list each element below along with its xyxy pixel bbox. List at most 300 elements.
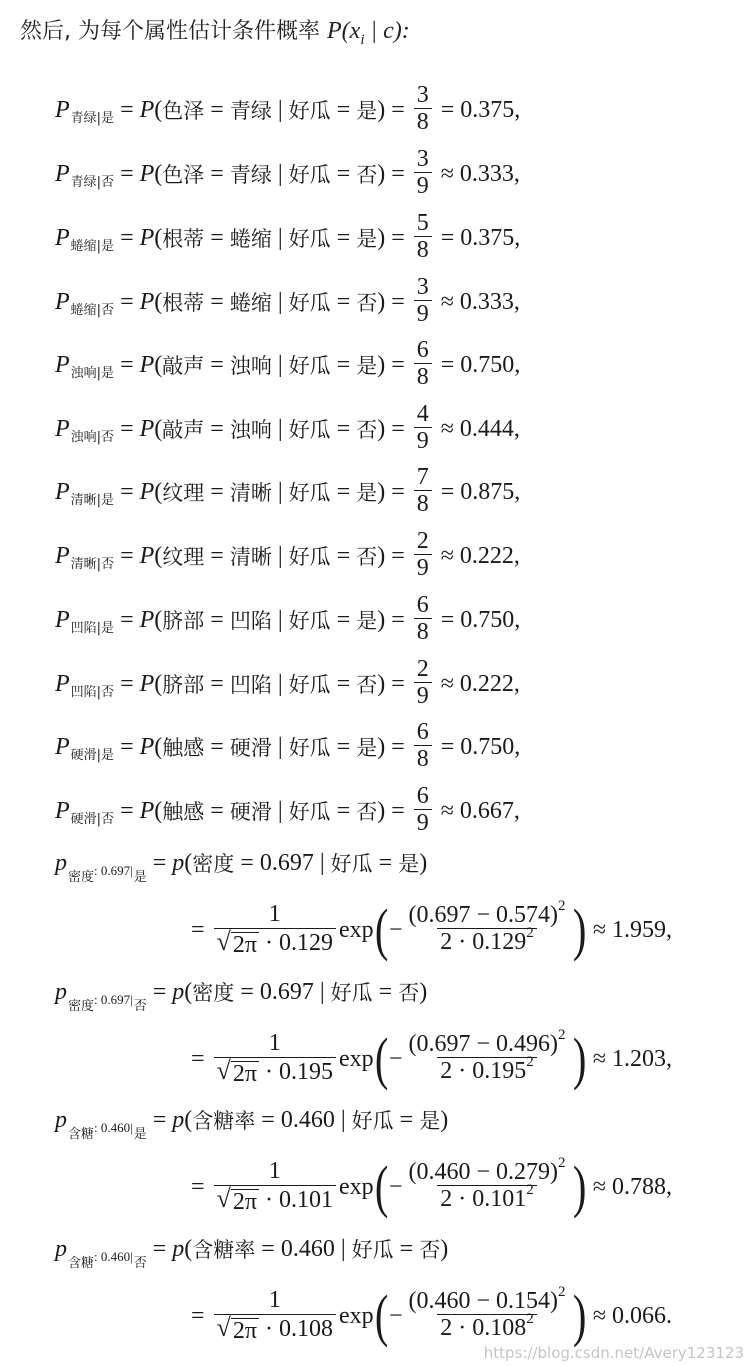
close-paren: ) — [377, 224, 386, 251]
class-value: 是 — [356, 736, 378, 760]
open-paren: ( — [154, 606, 163, 633]
class-value: 是 — [356, 99, 378, 123]
square-power: 2 — [558, 1027, 566, 1044]
density-subscript — [67, 860, 147, 885]
fraction-numerator: 6 — [416, 337, 429, 364]
close-paren: ) — [377, 288, 386, 315]
equals-sign: = — [336, 797, 351, 824]
prob-function: P — [139, 415, 155, 442]
normalizer-denominator — [214, 1185, 336, 1215]
class-label: 好瓜 — [351, 1238, 394, 1262]
attribute-name: 触感 — [162, 800, 205, 824]
equals-sign: = — [120, 351, 134, 378]
subscript-value: : 0.460| — [94, 1119, 133, 1135]
equals-sign: = — [210, 478, 224, 505]
exponent-fraction — [405, 1155, 568, 1214]
discrete-row — [55, 779, 520, 843]
equals-sign: = — [152, 978, 167, 1005]
equals-sign: = — [210, 797, 224, 824]
radical-sign: √ — [216, 1312, 231, 1342]
result-value: 0.333 — [459, 288, 514, 315]
fraction — [414, 275, 432, 329]
intro-text — [20, 14, 410, 49]
equals-sign: = — [336, 606, 351, 633]
given-bar: | — [277, 160, 283, 187]
left-paren: ( — [374, 897, 389, 962]
equals-sign: = — [391, 542, 405, 569]
attribute-name: 脐部 — [162, 609, 205, 633]
open-paren: ( — [154, 542, 163, 569]
relation-sign: = — [440, 351, 455, 378]
given-bar: | — [340, 1235, 346, 1262]
result-value: 0.667 — [459, 797, 514, 824]
attribute-name: 脐部 — [162, 673, 205, 697]
prob-subscript: 青绿|是 — [70, 110, 115, 126]
fraction-denominator: 9 — [414, 554, 432, 583]
prob-function: P — [139, 224, 155, 251]
equals-sign: = — [120, 288, 134, 315]
prob-function: P — [139, 733, 155, 760]
continuous-header-row — [55, 967, 427, 1017]
result-value: 0.333 — [459, 160, 514, 187]
result-value: 0.750 — [460, 733, 515, 760]
fraction-numerator: 3 — [416, 82, 429, 109]
prob-function: P — [139, 478, 155, 505]
diff-expr: (0.697 − 0.496) — [408, 1031, 559, 1058]
discrete-row — [55, 588, 520, 652]
fraction-denominator: 8 — [414, 490, 432, 519]
class-value: 否 — [356, 545, 378, 569]
discrete-row — [55, 524, 520, 588]
equals-sign: = — [210, 96, 224, 123]
equals-sign: = — [120, 478, 134, 505]
diff-expr: (0.460 − 0.279) — [408, 1159, 559, 1186]
equals-sign: = — [120, 797, 134, 824]
relation-sign: = — [440, 224, 455, 251]
prob-symbol: P — [55, 670, 70, 697]
normalizer-numerator: 1 — [268, 901, 281, 928]
normalizer-numerator: 1 — [268, 1158, 281, 1185]
close-paren: ) — [377, 478, 386, 505]
class-label: 好瓜 — [288, 99, 331, 123]
equals-sign: = — [336, 288, 351, 315]
square-power: 2 — [526, 1311, 534, 1328]
relation-sign: = — [440, 96, 455, 123]
fraction — [414, 720, 432, 774]
prob-function: P — [139, 96, 155, 123]
two-factor: 2 · 0.195 — [440, 1058, 527, 1085]
fraction-denominator: 8 — [414, 745, 432, 774]
open-paren: ( — [154, 797, 163, 824]
result-value: 0.750 — [460, 351, 515, 378]
diff-expr: (0.697 − 0.574) — [408, 902, 559, 929]
discrete-row — [55, 652, 520, 716]
equals-sign: = — [191, 1302, 205, 1329]
fraction — [414, 211, 432, 265]
close-paren: ) — [377, 351, 386, 378]
fraction — [414, 147, 432, 201]
class-value: 是 — [356, 609, 378, 633]
class-label: 好瓜 — [288, 291, 331, 315]
fraction-numerator: 6 — [416, 783, 429, 810]
exp-function: exp — [338, 916, 374, 943]
class-value: 是 — [356, 481, 378, 505]
prob-symbol: P — [55, 415, 70, 442]
punctuation: , — [514, 96, 521, 123]
relation-sign: ≈ — [440, 542, 454, 569]
continuous-header-row — [55, 1095, 448, 1145]
result-value: 0.875 — [460, 478, 515, 505]
sqrt-symbol — [216, 1055, 259, 1087]
fraction-numerator: 2 — [416, 528, 429, 555]
equals-sign: = — [120, 542, 134, 569]
equals-sign: = — [152, 849, 167, 876]
prob-symbol: P — [55, 797, 70, 824]
std-dev: 0.108 — [278, 1315, 333, 1342]
sqrt-symbol — [216, 1183, 259, 1215]
given-bar: | — [277, 606, 283, 633]
given-bar: | — [277, 478, 283, 505]
attribute-value: 青绿 — [229, 163, 272, 187]
std-dev: 0.129 — [278, 929, 333, 956]
equals-sign: = — [399, 1106, 414, 1133]
close-paren: ) — [377, 96, 386, 123]
close-paren: ) — [377, 670, 386, 697]
continuous-header-row — [55, 1224, 448, 1274]
class-label: 好瓜 — [288, 736, 331, 760]
std-dev: 0.101 — [278, 1186, 333, 1213]
equals-sign: = — [120, 96, 134, 123]
attribute-name: 纹理 — [162, 481, 205, 505]
prob-function: P — [139, 160, 155, 187]
watermark: https://blog.csdn.net/Avery123123 — [483, 1344, 744, 1362]
prob-symbol: P — [55, 160, 70, 187]
open-paren: ( — [154, 351, 163, 378]
minus-sign: − — [388, 916, 403, 943]
given-bar: | — [277, 542, 283, 569]
intro-label: 然后, 为每个属性估计条件概率 — [20, 19, 320, 44]
open-paren: ( — [154, 224, 163, 251]
continuous-header-row — [55, 838, 427, 888]
result-value: 0.444 — [459, 415, 514, 442]
result-value: 0.788 — [612, 1173, 667, 1200]
fraction — [414, 83, 432, 137]
fraction — [414, 529, 432, 583]
attribute-value: 凹陷 — [229, 673, 272, 697]
attribute-value: 蜷缩 — [229, 227, 272, 251]
minus-sign: − — [388, 1302, 403, 1329]
attribute-value: 凹陷 — [229, 609, 272, 633]
punctuation: , — [514, 351, 521, 378]
left-paren: ( — [374, 1283, 389, 1348]
prob-subscript: 清晰|否 — [70, 556, 115, 572]
attribute-name: 触感 — [162, 736, 205, 760]
fraction-numerator: 5 — [416, 210, 429, 237]
class-label: 好瓜 — [330, 981, 373, 1005]
normalizer-fraction — [214, 902, 336, 957]
result-value: 0.222 — [459, 542, 514, 569]
equals-sign: = — [391, 606, 405, 633]
exponent-denominator — [437, 925, 537, 957]
approx-sign: ≈ — [592, 1302, 607, 1329]
prob-function: P — [139, 670, 155, 697]
square-power: 2 — [558, 898, 566, 915]
attribute-name: 敲声 — [162, 418, 205, 442]
square-power: 2 — [558, 1155, 566, 1172]
class-label: 好瓜 — [288, 418, 331, 442]
attribute-name: 含糖率 — [192, 1109, 256, 1133]
punctuation: , — [513, 797, 520, 824]
class-label: 好瓜 — [288, 800, 331, 824]
equals-sign: = — [399, 1235, 414, 1262]
prob-subscript: 浊响|否 — [70, 429, 115, 445]
fraction-numerator: 6 — [416, 592, 429, 619]
equals-sign: = — [391, 288, 405, 315]
close-paren: ) — [419, 849, 428, 876]
open-paren: ( — [154, 96, 163, 123]
class-value: 是 — [398, 852, 420, 876]
prob-subscript: 蜷缩|否 — [70, 302, 115, 318]
discrete-row — [55, 460, 520, 524]
normalizer-numerator: 1 — [268, 1030, 281, 1057]
radical-sign: √ — [216, 1055, 231, 1085]
subscript-class: 是 — [133, 1126, 147, 1142]
punctuation: , — [514, 224, 521, 251]
equals-sign: = — [120, 606, 134, 633]
result-value: 0.375 — [460, 224, 515, 251]
exponent-fraction — [405, 1027, 568, 1086]
class-label: 好瓜 — [288, 545, 331, 569]
equals-sign: = — [261, 1235, 275, 1262]
class-value: 是 — [356, 354, 378, 378]
fraction-denominator: 9 — [414, 682, 432, 711]
subscript-class: 否 — [133, 998, 147, 1014]
radicand: 2π — [232, 1317, 257, 1344]
square-power: 2 — [558, 1284, 566, 1301]
attribute-value: 0.460 — [280, 1235, 335, 1262]
given-bar: | — [277, 351, 283, 378]
sqrt-symbol — [216, 926, 259, 958]
subscript-class: 否 — [133, 1255, 147, 1271]
attribute-name: 纹理 — [162, 545, 205, 569]
equals-sign: = — [191, 1173, 205, 1200]
equals-sign: = — [336, 670, 351, 697]
given-bar: | — [319, 978, 325, 1005]
open-paren: ( — [154, 288, 163, 315]
discrete-row — [55, 142, 520, 206]
equals-sign: = — [378, 978, 393, 1005]
right-paren: ) — [572, 897, 586, 962]
punctuation: , — [513, 670, 520, 697]
close-paren: ) — [377, 797, 386, 824]
subscript-value: : 0.697| — [94, 991, 133, 1007]
prob-function: P — [139, 797, 155, 824]
given-bar: | — [277, 224, 283, 251]
fraction-numerator: 2 — [416, 656, 429, 683]
prob-symbol: P — [55, 542, 70, 569]
equals-sign: = — [391, 415, 405, 442]
equals-sign: = — [336, 478, 351, 505]
two-factor: 2 · 0.129 — [440, 929, 527, 956]
attribute-value: 硬滑 — [229, 736, 272, 760]
punctuation: , — [514, 733, 521, 760]
exponent-numerator — [405, 1155, 568, 1186]
relation-sign: ≈ — [440, 670, 454, 697]
attribute-value: 清晰 — [229, 481, 272, 505]
density-symbol: p — [55, 849, 67, 876]
left-paren: ( — [374, 1026, 389, 1091]
diff-expr: (0.460 − 0.154) — [408, 1288, 559, 1315]
punctuation: , — [514, 606, 521, 633]
given-bar: | — [277, 797, 283, 824]
result-value: 1.203 — [612, 1045, 667, 1072]
attribute-name: 敲声 — [162, 354, 205, 378]
relation-sign: ≈ — [440, 288, 454, 315]
class-value: 是 — [356, 227, 378, 251]
square-power: 2 — [526, 925, 534, 942]
equals-sign: = — [336, 733, 351, 760]
equals-sign: = — [391, 351, 405, 378]
prob-subscript: 凹陷|是 — [70, 620, 115, 636]
fraction-denominator: 8 — [414, 618, 432, 647]
density-symbol: p — [55, 1235, 67, 1262]
subscript-value: : 0.697| — [94, 862, 133, 878]
intro-math: $P(x_i$ | c): — [327, 18, 410, 48]
equals-sign: = — [210, 415, 224, 442]
square-power: 2 — [526, 1054, 534, 1071]
subscript-class: 是 — [133, 869, 147, 885]
radicand: 2π — [232, 1060, 257, 1087]
relation-sign: ≈ — [440, 415, 454, 442]
fraction-numerator: 6 — [416, 719, 429, 746]
class-value: 否 — [419, 1238, 441, 1262]
attribute-name: 色泽 — [162, 163, 205, 187]
equals-sign: = — [210, 160, 224, 187]
relation-sign: ≈ — [440, 797, 454, 824]
prob-subscript: 凹陷|否 — [70, 684, 115, 700]
attribute-value: 清晰 — [229, 545, 272, 569]
exponent-denominator — [437, 1054, 537, 1086]
prob-subscript: 青绿|否 — [70, 174, 115, 190]
density-subscript — [67, 989, 147, 1014]
open-paren: ( — [154, 670, 163, 697]
class-value: 否 — [356, 291, 378, 315]
discrete-row — [55, 206, 520, 270]
fraction — [414, 402, 432, 456]
close-paren: ) — [377, 160, 386, 187]
density-subscript — [67, 1246, 147, 1271]
equals-sign: = — [391, 96, 405, 123]
close-paren: ) — [377, 606, 386, 633]
open-paren: ( — [184, 1235, 193, 1262]
class-value: 否 — [356, 800, 378, 824]
prob-symbol: P — [55, 606, 70, 633]
square-power: 2 — [526, 1182, 534, 1199]
sqrt-symbol — [216, 1312, 259, 1344]
given-bar: | — [277, 96, 283, 123]
attribute-value: 0.460 — [280, 1106, 335, 1133]
open-paren: ( — [154, 160, 163, 187]
dot-operator: · — [258, 929, 279, 956]
result-value: 0.066 — [612, 1302, 667, 1329]
equals-sign: = — [120, 224, 134, 251]
class-label: 好瓜 — [288, 673, 331, 697]
prob-subscript: 硬滑|否 — [70, 811, 115, 827]
subscript-value: : 0.460| — [94, 1248, 133, 1264]
given-bar: | — [319, 849, 325, 876]
class-value: 否 — [398, 981, 420, 1005]
density-function: p — [172, 1106, 185, 1133]
close-paren: ) — [440, 1235, 449, 1262]
fraction-numerator: 3 — [416, 146, 429, 173]
approx-sign: ≈ — [592, 1173, 607, 1200]
prob-symbol: P — [55, 733, 70, 760]
class-label: 好瓜 — [351, 1109, 394, 1133]
exponent-numerator — [405, 1027, 568, 1058]
equals-sign: = — [378, 849, 393, 876]
exp-function: exp — [338, 1302, 374, 1329]
equals-sign: = — [336, 542, 351, 569]
fraction-numerator: 3 — [416, 274, 429, 301]
normalizer-fraction — [214, 1288, 336, 1343]
given-bar: | — [277, 670, 283, 697]
attribute-value: 0.697 — [259, 849, 314, 876]
open-paren: ( — [154, 478, 163, 505]
approx-sign: ≈ — [592, 1045, 607, 1072]
equals-sign: = — [120, 670, 134, 697]
class-label: 好瓜 — [288, 481, 331, 505]
equals-sign: = — [336, 96, 351, 123]
fraction-denominator: 8 — [414, 363, 432, 392]
equals-sign: = — [391, 733, 405, 760]
exponent-numerator — [405, 898, 568, 929]
fraction — [414, 338, 432, 392]
normalizer-fraction — [214, 1031, 336, 1086]
prob-symbol: P — [55, 288, 70, 315]
equals-sign: = — [391, 478, 405, 505]
dot-operator: · — [258, 1058, 279, 1085]
prob-symbol: P — [55, 224, 70, 251]
fraction-denominator: 9 — [414, 809, 432, 838]
equals-sign: = — [210, 733, 224, 760]
attribute-name: 含糖率 — [192, 1238, 256, 1262]
density-function: p — [172, 1235, 185, 1262]
exp-function: exp — [338, 1173, 374, 1200]
equals-sign: = — [336, 351, 351, 378]
minus-sign: − — [388, 1045, 403, 1072]
equals-sign: = — [210, 288, 224, 315]
equals-sign: = — [152, 1235, 167, 1262]
subscript-attr: 密度 — [68, 869, 95, 885]
fraction — [414, 465, 432, 519]
close-paren: ) — [377, 733, 386, 760]
open-paren: ( — [184, 978, 193, 1005]
fraction — [414, 784, 432, 838]
subscript-attr: 密度 — [68, 998, 95, 1014]
attribute-name: 密度 — [192, 852, 235, 876]
equals-sign: = — [391, 670, 405, 697]
gaussian-formula-row — [185, 1019, 672, 1099]
close-paren: ) — [377, 415, 386, 442]
normalizer-numerator: 1 — [268, 1287, 281, 1314]
discrete-row — [55, 397, 520, 461]
discrete-row — [55, 270, 520, 334]
class-label: 好瓜 — [288, 227, 331, 251]
exponent-denominator — [437, 1182, 537, 1214]
fraction-numerator: 4 — [416, 401, 429, 428]
equals-sign: = — [261, 1106, 275, 1133]
punctuation: , — [514, 478, 521, 505]
